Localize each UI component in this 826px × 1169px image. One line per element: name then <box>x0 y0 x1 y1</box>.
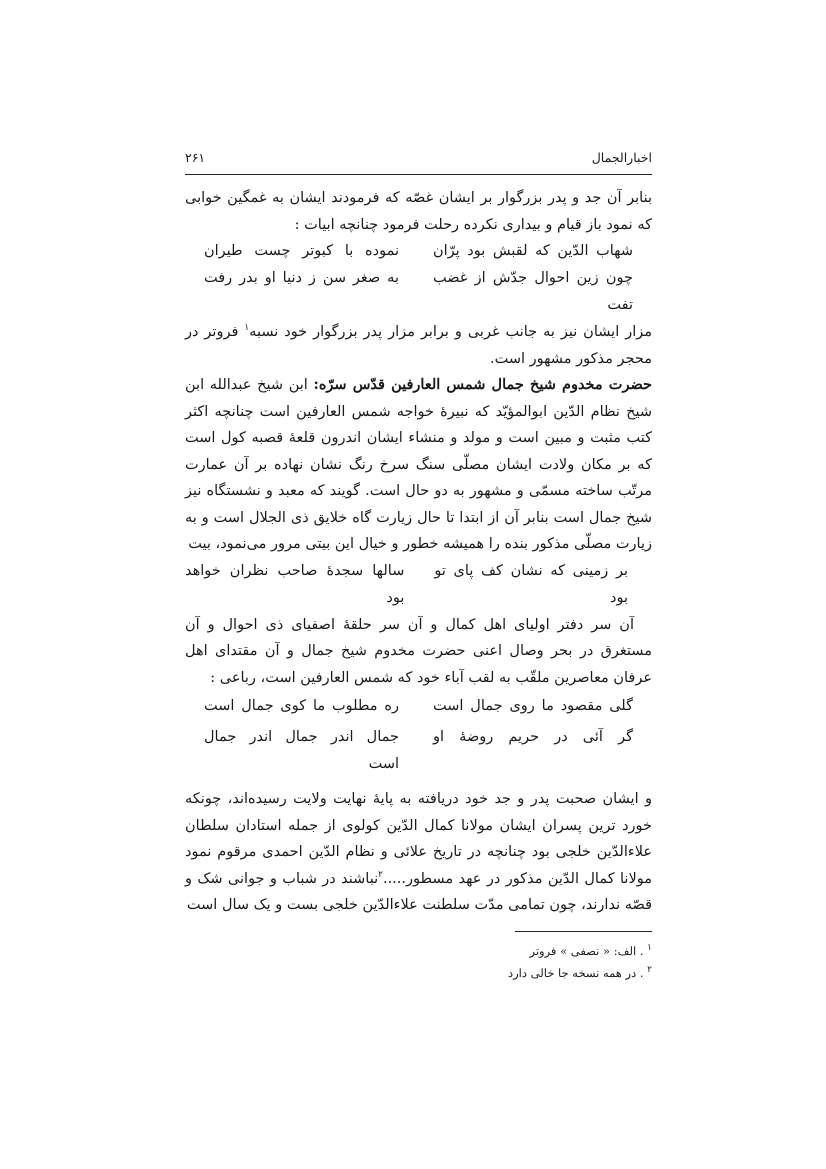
footnote-number: ۲ <box>647 964 652 975</box>
hemistich: گر آئی در حریم روضۀ او <box>433 729 633 745</box>
paragraph-text: ابن شیخ عبدالله ابن شیخ نظام الدّین ابوالمؤیّد که نبیرۀ خواجه شمس العارفین است چنانچه اکثر کتب مثبت و مبین است و مولد و منشاء ایشان اندرون قلعۀ قصبه کول است که بر مکان ولادت ایشان مصلّی سنگ سرخ رنگ نشان نهاده بر آن عمارت مرتّب ساخته مسمّی و مشهور به دو حال است. گویند که معبد و نشستگاه نیز شیخ جمال است بنابر آن از ابتدا تا حال زیارت گاه خلایق ذی الجلال است و به زیارت مصلّی مذکور بنده را همیشه خطور و خیال این بیتی مرور می‌نمود، بیت <box>185 377 652 552</box>
footnote <box>185 962 652 984</box>
page-header <box>185 150 652 172</box>
hemistich: نموده با کبوتر چست طیران <box>204 243 399 259</box>
hemistich: جمال اندر جمال اندر جمال است <box>204 729 399 772</box>
footnote-number: ۱ <box>647 942 652 953</box>
page-number: ۲۶۱ <box>185 150 206 165</box>
header-rule <box>185 174 652 175</box>
paragraph: بنابر آن جد و پدر بزرگوار بر ایشان غصّه که فرمودند ایشان به غمگین خوابی که نمود باز قیام و بیداری نکرده رحلت فرمود چنانچه ابیات : <box>185 190 652 233</box>
hemistich: شهاب الدّین که لقبش بود پرّان <box>433 243 633 259</box>
paragraph <box>185 319 652 372</box>
paragraph-text: و ایشان صحبت پدر و جد خود دریافته به پایۀ نهایت ولایت رسیده‌اند، چونکه خورد ترین پسران ایشان مولانا کمال الدّین کولوی از جمله استادان سلطان علاءالدّین خلجی بود چنانچه در تاریخ علائی و نظام الدّین احمدی مرقوم نمود مولانا کمال الدّین مذکور در عهد مسطور..... <box>185 791 652 887</box>
paragraph-text: مزار ایشان نیز به جانب غربی و برابر مزار پدر بزرگوار خود نسبه <box>249 324 652 340</box>
footnotes <box>185 940 652 984</box>
verse <box>185 265 652 319</box>
hemistich: بر زمینی که نشان کف پای تو بود <box>434 562 628 606</box>
footnote-rule <box>515 931 652 932</box>
paragraph <box>185 372 652 558</box>
footnote-marker: ۱ <box>244 323 250 334</box>
footnote <box>185 940 652 962</box>
paragraph-text: فروتر در محجر مذکور مشهور است. <box>185 324 652 367</box>
footnote-text: . الف: « نصفی » فروتر <box>529 943 644 958</box>
page <box>185 150 652 984</box>
hemistich: سالها سجدۀ صاحب نظران خواهد بود <box>185 562 405 606</box>
paragraph-text: نباشند در شباب و جوانی شک و قصّه ندارند، چون تمامی مدّت سلطنت علاءالدّین خلجی بست و یک سال است <box>185 870 652 913</box>
hemistich: به صغر سن ز دنیا او بدر رفت <box>204 270 399 286</box>
rubai-line <box>185 722 652 780</box>
footnote-text: . در همه نسخه جا خالی دارد <box>508 965 644 980</box>
paragraph <box>185 786 652 919</box>
section-heading: حضرت مخدوم شیخ جمال شمس العارفین قدّس سرّه: <box>313 376 652 393</box>
hemistich: ره مطلوب ما کوی جمال است <box>204 698 399 714</box>
running-title: اخبارالجمال <box>591 150 652 165</box>
hemistich: گلی مقصود ما روی جمال است <box>433 698 633 714</box>
verse <box>185 558 652 612</box>
footnote-marker: ۲ <box>378 869 383 880</box>
rubai-line <box>185 691 652 722</box>
paragraph: آن سر دفتر اولیای اهل کمال و آن سر حلقۀ اصفیای ذی احوال و آن مستغرق در بحر وصال اعنی حضرت مخدوم شیخ جمال و آن مقتدای اهل عرفان معاصرین ملقّب به لقب آباء خود که شمس العارفین است، رباعی : <box>185 616 652 686</box>
verse <box>185 238 652 265</box>
body-text <box>185 185 652 919</box>
hemistich: چون زین احوال جدّش از غضب تفت <box>433 270 633 313</box>
